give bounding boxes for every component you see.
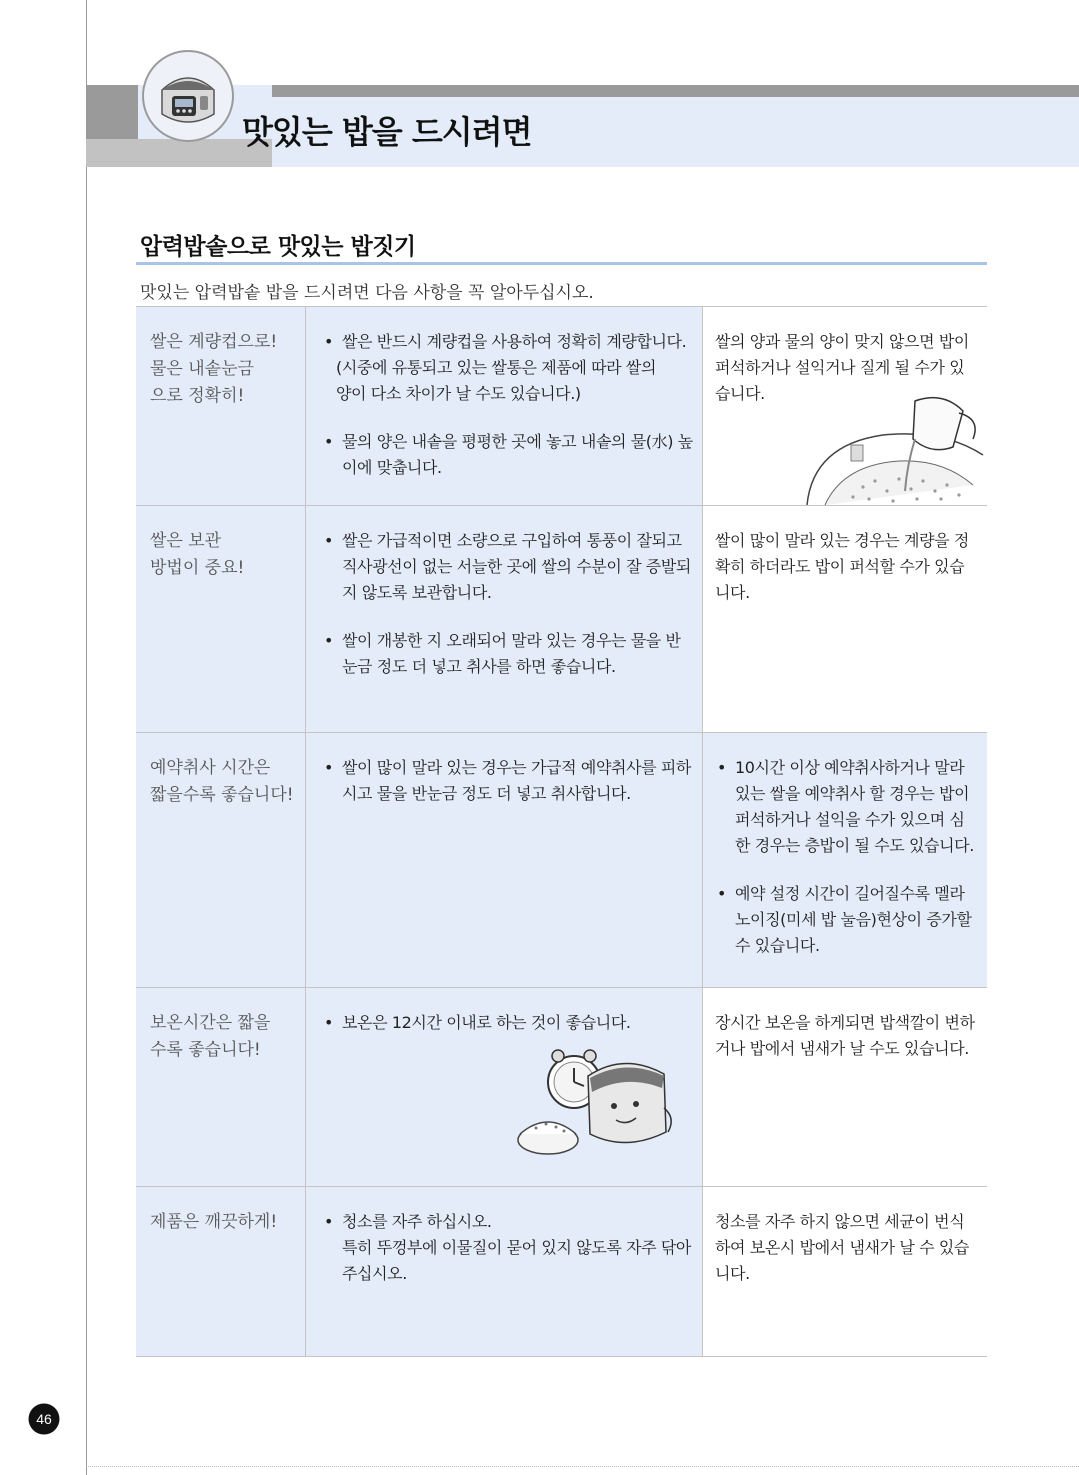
tips-table [136, 306, 987, 1357]
row-detail-cell [306, 988, 703, 1186]
list-item-text: 10시간 이상 예약취사하거나 말라 있는 쌀을 예약취사 할 경우는 밥이 퍼석하거나 설익을 수가 있으며 심한 경우는 층밥이 될 수도 있습니다. [735, 758, 974, 855]
row-detail-cell [306, 506, 703, 732]
row-detail-cell [306, 733, 703, 987]
list-item-text: 예약 설정 시간이 길어질수록 멜라노이징(미세 밥 눌음)현상이 증가할 수 있습니다. [735, 884, 972, 955]
row-label: 제품은 깨끗하게! [150, 1212, 278, 1232]
row-label: 쌀은 보관 방법이 중요! [150, 531, 245, 578]
row-label: 보온시간은 짧을 수록 좋습니다! [150, 1013, 271, 1060]
row-note-text: 장시간 보온을 하게되면 밥색깔이 변하거나 밥에서 냄새가 날 수도 있습니다. [715, 1013, 975, 1058]
list-item [322, 628, 694, 680]
row-label-cell [136, 733, 306, 987]
list-item [322, 329, 694, 355]
list-item-text: 물의 양은 내솥을 평평한 곳에 놓고 내솥의 물(水) 높이에 맞춥니다. [342, 432, 693, 477]
row-label-cell [136, 1187, 306, 1356]
section-intro: 맛있는 압력밥솥 밥을 드시려면 다음 사항을 꼭 알아두십시오. [140, 283, 594, 303]
table-row [136, 1187, 987, 1357]
list-item-text: 쌀이 개봉한 지 오래되어 말라 있는 경우는 물을 반눈금 정도 더 넣고 취사를 하면 좋습니다. [342, 631, 681, 676]
list-item [715, 881, 979, 959]
row-note-text: 쌀의 양과 물의 양이 맞지 않으면 밥이 퍼석하거나 설익거나 질게 될 수가 있습니다. [715, 332, 969, 403]
row-detail-cell [306, 307, 703, 505]
clock-and-rice-cooker-icon [516, 1048, 681, 1156]
row-note-cell [703, 307, 987, 505]
page-bottom-dotted-rule [86, 1466, 1079, 1467]
row-note-cell [703, 506, 987, 732]
list-item [322, 755, 694, 807]
list-item-text: 청소를 자주 하십시오. 특히 뚜껑부에 이물질이 묻어 있지 않도록 자주 닦아 주십시오. [342, 1212, 691, 1283]
list-item [322, 528, 694, 606]
row-note-cell [703, 988, 987, 1186]
list-item [322, 1209, 694, 1287]
header-gray-bar [272, 85, 1079, 97]
list-item-text: 쌀이 많이 말라 있는 경우는 가급적 예약취사를 피하시고 물을 반눈금 정도 더 넣고 취사합니다. [342, 758, 691, 803]
row-label: 쌀은 계량컵으로! 물은 내솥눈금 으로 정확히! [150, 332, 278, 406]
list-item-text: 쌀은 반드시 계량컵을 사용하여 정확히 계량합니다. [342, 332, 687, 351]
row-label-cell [136, 988, 306, 1186]
header-gray-block [86, 85, 138, 139]
measuring-cup-pouring-icon [803, 395, 987, 505]
row-label-cell [136, 506, 306, 732]
list-item-text: 보온은 12시간 이내로 하는 것이 좋습니다. [342, 1013, 631, 1032]
row-note-cell [703, 733, 987, 987]
list-item [322, 1010, 694, 1036]
row-label: 예약취사 시간은 짧을수록 좋습니다! [150, 758, 294, 805]
list-item [715, 755, 979, 859]
page-margin-line [86, 0, 87, 1475]
table-row [136, 307, 987, 506]
table-row [136, 988, 987, 1187]
section-title: 압력밥솥으로 맛있는 밥짓기 [140, 234, 416, 260]
row-note-cell [703, 1187, 987, 1356]
page-title: 맛있는 밥을 드시려면 [242, 113, 532, 151]
list-item [322, 429, 694, 481]
row-note-text: 쌀이 많이 말라 있는 경우는 계량을 정확히 하더라도 밥이 퍼석할 수가 있습니다. [715, 531, 969, 602]
section-rule [136, 262, 987, 265]
page-number-badge [28, 1403, 60, 1435]
list-item-note: (시중에 유통되고 있는 쌀통은 제품에 따라 쌀의 양이 다소 차이가 날 수도 있습니다.) [336, 358, 657, 403]
list-item-text: 쌀은 가급적이면 소량으로 구입하여 통풍이 잘되고 직사광선이 없는 서늘한 곳에 쌀의 수분이 잘 증발되지 않도록 보관합니다. [342, 531, 691, 602]
table-row [136, 733, 987, 988]
row-note-text: 청소를 자주 하지 않으면 세균이 번식하여 보온시 밥에서 냄새가 날 수 있습니다. [715, 1212, 969, 1283]
page-number: 46 [36, 1411, 52, 1427]
rice-cooker-icon [142, 50, 234, 142]
row-label-cell [136, 307, 306, 505]
table-row [136, 506, 987, 733]
row-detail-cell [306, 1187, 703, 1356]
